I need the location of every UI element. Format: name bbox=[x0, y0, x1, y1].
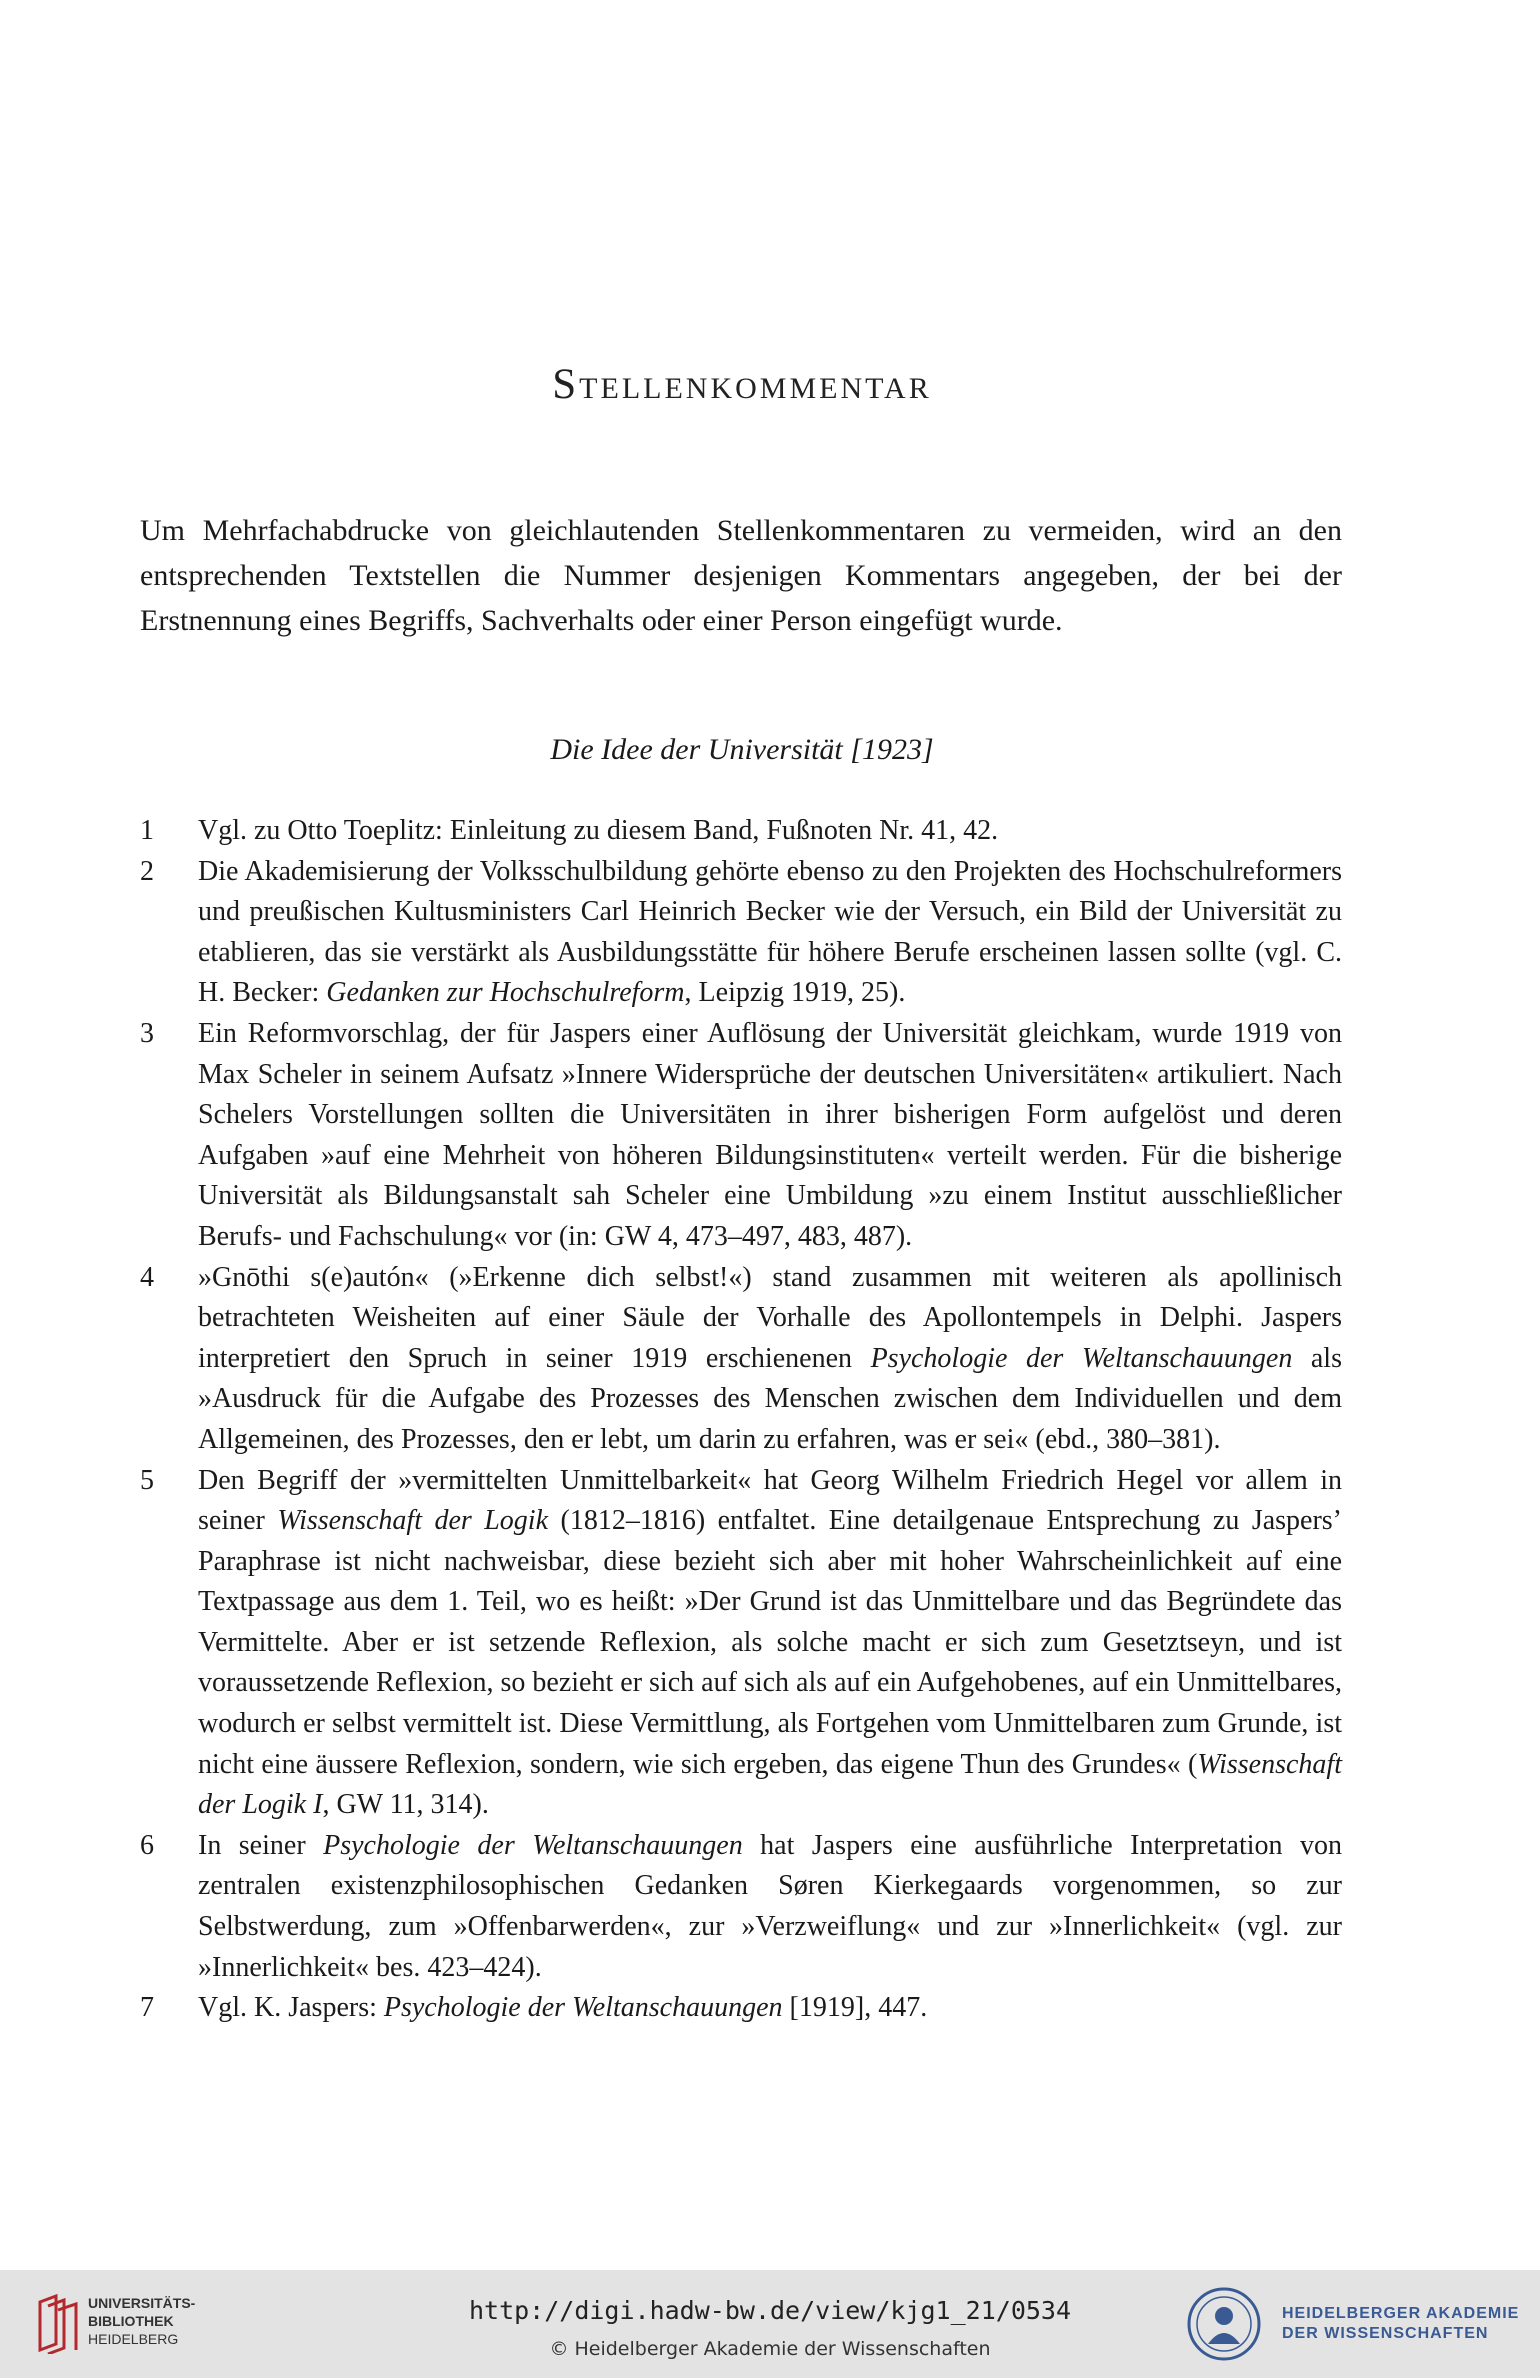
commentary-note bbox=[140, 1826, 1342, 1988]
commentary-note bbox=[140, 1461, 1342, 1826]
commentary-note bbox=[140, 1988, 1342, 2029]
note-text: Vgl. zu Otto Toeplitz: Einleitung zu diesem Band, Fußnoten Nr. 41, 42. bbox=[198, 815, 999, 846]
commentary-note bbox=[140, 852, 1342, 1014]
note-text: Ein Reformvorschlag, der für Jaspers einer Auflösung der Universität gleichkam, wurde 1919 von Max Scheler in seinem Aufsatz »Innere Widersprüche der deutschen Universitäten« artikuliert. Nach Schelers Vorstellungen sollten die Universitäten in ihrer bisherigen Form aufgelöst und deren Aufgaben »auf eine Mehrheit von höheren Bildungsinstituten« verteilt werden. Für die bisherige Universität als Bildungsanstalt sah Scheler eine Umbildung »zu einem Institut ausschließlicher Berufs- und Fachschulung« vor (in: GW 4, 473–497, 483, 487). bbox=[198, 1017, 1342, 1252]
note-text: , GW 11, 314). bbox=[322, 1789, 489, 1821]
note-text: (1812–1816) entfaltet. Eine detailgenaue Entsprechung zu Jaspers’ Paraphrase ist nicht nachweisbar, diese bezieht sich aber mit hoher Wahrscheinlichkeit auf eine Textpassage aus dem 1. Teil, wo es heißt: »Der Grund ist das Unmittelbare und das Begründete das Vermittelte. Aber er ist setzende Reflexion, als solche macht er sich zum Gesetztseyn, und ist voraussetzende Reflexion, so bezieht er sich auf sich als auf ein Aufgehobenes, auf ein Unmittelbares, wodurch er selbst vermittelt ist. Diese Vermittlung, als Fortgehen vom Unmittelbaren zum Grunde, ist nicht eine äussere Reflexion, sondern, wie sich ergeben, das eigene Thun des Grundes« ( bbox=[198, 1505, 1343, 1780]
note-number: 3 bbox=[140, 1017, 154, 1049]
commentary-note bbox=[140, 811, 1342, 852]
note-work-title: Wissenschaft der Logik I bbox=[198, 1748, 1342, 1821]
commentary-note bbox=[140, 1014, 1342, 1258]
footer-copyright: © Heidelberger Akademie der Wissenschaften bbox=[549, 2338, 991, 2360]
note-text: hat Jaspers eine ausführliche Interpretation von zentralen existenzphilosophischen Gedanken Søren Kierkegaards vorgenommen, so zur Selbstwerdung, zum »Offenbarwerden«, zur »Verzweiflung« und zur »Innerlichkeit« (vgl. zur »Innerlichkeit« bes. 423–424). bbox=[198, 1829, 1342, 1983]
note-number: 7 bbox=[140, 1992, 154, 2024]
note-work-title: Gedanken zur Hochschulreform bbox=[326, 977, 685, 1009]
note-work-title: Psychologie der Weltanschauungen bbox=[323, 1829, 743, 1861]
academy-logo[interactable] bbox=[1186, 2282, 1526, 2366]
note-text: [1919], 447. bbox=[782, 1992, 928, 2024]
academy-seal-icon bbox=[1186, 2286, 1262, 2362]
note-work-title: Wissenschaft der Logik bbox=[277, 1505, 549, 1537]
note-text: , Leipzig 1919, 25). bbox=[684, 977, 906, 1009]
commentary-note bbox=[140, 1258, 1342, 1461]
note-work-title: Psychologie der Weltanschauungen bbox=[383, 1992, 783, 2024]
note-text: als »Ausdruck für die Aufgabe des Prozesses des Menschen zwischen dem Individuellen und dem Allgemeinen, des Prozesses, den er lebt, um darin zu erfahren, was er sei« (ebd., 380–381). bbox=[198, 1342, 1342, 1455]
note-number: 1 bbox=[140, 815, 154, 846]
note-text: »Gnōthi s(e)autón« (»Erkenne dich selbst!«) stand zusammen mit weiteren als apollinisch betrachteten Weisheiten auf einer Säule der Vorhalle des Apollontempels in Delphi. Jaspers interpretiert den Spruch in seiner 1919 erschienenen bbox=[198, 1261, 1342, 1374]
footer-url-link[interactable]: http://digi.hadw-bw.de/view/kjg1_21/0534 bbox=[468, 2296, 1072, 2325]
note-text: Die Akademisierung der Volksschulbildung gehörte ebenso zu den Projekten des Hochschulreformers und preußischen Kultusministers Carl Heinrich Becker wie der Versuch, ein Bild der Universität zu etablieren, das sie verstärkt als Ausbildungsstätte für höhere Berufe erscheinen lassen sollte (vgl. C. H. Becker: bbox=[198, 855, 1342, 1009]
note-number: 4 bbox=[140, 1261, 154, 1293]
page-title: Stellenkommentar bbox=[552, 361, 932, 408]
note-work-title: Psychologie der Weltanschauungen bbox=[870, 1342, 1293, 1374]
university-library-name: UNIVERSITÄTS- BIBLIOTHEK HEIDELBERG bbox=[88, 2295, 196, 2347]
academy-name: HEIDELBERGER AKADEMIE DER WISSENSCHAFTEN bbox=[1282, 2305, 1520, 2342]
intro-paragraph: Um Mehrfachabdrucke von gleichlautenden Stellenkommentaren zu vermeiden, wird an den entsprechenden Textstellen die Nummer desjenigen Kommentars angegeben, der bei der Erstnennung eines Begriffs, Sachverhalts oder einer Person eingefügt wurde. bbox=[140, 514, 1342, 637]
footer-bar bbox=[0, 2270, 1540, 2378]
commentary-list bbox=[140, 811, 1342, 2029]
note-text: Vgl. K. Jaspers: bbox=[198, 1992, 384, 2024]
note-text: In seiner bbox=[198, 1829, 324, 1861]
section-heading: Die Idee der Universität [1923] bbox=[550, 733, 934, 766]
note-number: 6 bbox=[140, 1829, 154, 1861]
note-number: 2 bbox=[140, 855, 154, 887]
note-text: Den Begriff der »vermittelten Unmittelbarkeit« hat Georg Wilhelm Friedrich Hegel vor allem in seiner bbox=[198, 1464, 1342, 1537]
note-number: 5 bbox=[140, 1464, 154, 1496]
